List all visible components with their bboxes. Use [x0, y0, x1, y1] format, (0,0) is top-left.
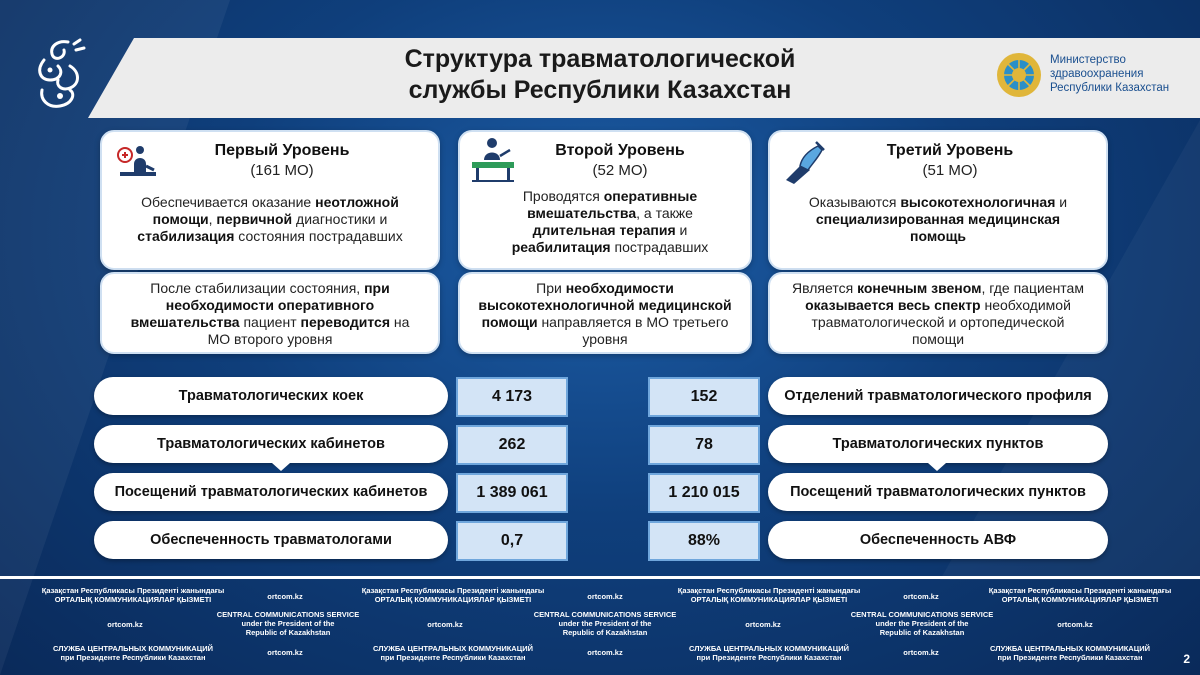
footer-site: ortcom.kz: [903, 648, 939, 657]
level-title: Второй Уровень: [555, 142, 685, 159]
emphasis-text: неотложной помощи: [152, 194, 399, 227]
emphasis-text: оперативные вмешательства: [527, 188, 698, 221]
footer-kz: Қазақстан Республикасы Президенті жанындағы ОРТАЛЫҚ КОММУНИКАЦИЯЛАР ҚЫЗМЕТІ: [361, 586, 545, 604]
stat-value: 152: [648, 377, 760, 417]
stat-value: 262: [456, 425, 568, 465]
footer-site: ortcom.kz: [267, 592, 303, 601]
body-text: После стабилизации состояния,: [150, 280, 365, 296]
body-text: Оказываются: [808, 194, 901, 210]
body-text: на МО второго уровня: [207, 314, 410, 347]
footer-site: ortcom.kz: [267, 648, 303, 657]
stat-label: Посещений травматологических пунктов: [768, 473, 1108, 511]
stat-value: 78: [648, 425, 760, 465]
stat-label: Травматологических кабинетов: [94, 425, 448, 463]
body-text: Является: [792, 280, 858, 296]
body-text: и: [1055, 194, 1068, 210]
footer-site: ortcom.kz: [427, 620, 463, 629]
emphasis-text: стабилизация: [137, 228, 235, 244]
body-text: состояния пострадавших: [234, 228, 403, 244]
level-description: [112, 194, 428, 245]
emphasis-text: необходимости высокотехнологичной медицинской помощи: [478, 280, 732, 330]
level-title: Третий Уровень: [886, 142, 1014, 159]
stat-label: Отделений травматологического профиля: [768, 377, 1108, 415]
emphasis-text: при необходимости оперативного вмешательства: [130, 280, 390, 330]
body-text: необходимой травматологической и ортопедической помощи: [811, 297, 1071, 347]
footer-divider: [0, 576, 1200, 579]
footer-site: ortcom.kz: [1057, 620, 1093, 629]
page-number: 2: [1183, 652, 1190, 666]
ministry-name: Министерство здравоохранения Республики Казахстан: [1050, 54, 1170, 94]
footer-kz: Қазақстан Республикасы Президенті жанындағы ОРТАЛЫҚ КОММУНИКАЦИЯЛАР ҚЫЗМЕТІ: [41, 586, 225, 604]
body-text: диагностики и: [292, 211, 388, 227]
emphasis-text: оказывается весь спектр: [805, 297, 981, 313]
footer-en: CENTRAL COMMUNICATIONS SERVICE under the President of the Republic of Kazakhstan: [850, 610, 994, 637]
stat-value: 4 173: [456, 377, 568, 417]
doctor-patient-icon: [116, 142, 158, 182]
level-count: (51 МО): [922, 162, 978, 179]
stat-label: Обеспеченность травматологами: [94, 521, 448, 559]
footer-site: ortcom.kz: [587, 648, 623, 657]
footer-site: ortcom.kz: [903, 592, 939, 601]
level-3-note-card: [768, 272, 1108, 354]
body-text: пациент: [239, 314, 301, 330]
body-text: При: [536, 280, 566, 296]
emphasis-text: конечным звеном: [857, 280, 982, 296]
footer-kz: Қазақстан Республикасы Президенті жанындағы ОРТАЛЫҚ КОММУНИКАЦИЯЛАР ҚЫЗМЕТІ: [677, 586, 861, 604]
body-text: Проводятся: [522, 188, 604, 204]
level-title: Первый Уровень: [214, 142, 350, 159]
stat-value: 0,7: [456, 521, 568, 561]
kazakhstan-emblem-icon: [996, 52, 1042, 98]
level-description: [790, 194, 1086, 245]
level-note: [122, 280, 418, 348]
stat-label: Посещений травматологических кабинетов: [94, 473, 448, 511]
footer-en: CENTRAL COMMUNICATIONS SERVICE under the President of the Republic of Kazakhstan: [216, 610, 360, 637]
body-text: , где пациентам: [981, 280, 1084, 296]
body-text: пострадавших: [610, 239, 709, 255]
level-description: [490, 188, 730, 256]
stat-label: Травматологических пунктов: [768, 425, 1108, 463]
footer-en: CENTRAL COMMUNICATIONS SERVICE under the President of the Republic of Kazakhstan: [533, 610, 677, 637]
body-text: и: [675, 222, 688, 238]
emphasis-text: высокотехнологичная: [900, 194, 1056, 210]
level-3-card: [768, 130, 1108, 270]
body-text: , а также: [636, 205, 693, 221]
emphasis-text: длительная терапия: [532, 222, 676, 238]
stat-label: Обеспеченность АВФ: [768, 521, 1108, 559]
level-2-note-card: [458, 272, 752, 354]
scalpel-glove-icon: [780, 140, 826, 184]
stat-label: Травматологических коек: [94, 377, 448, 415]
footer-ru: СЛУЖБА ЦЕНТРАЛЬНЫХ КОММУНИКАЦИЙ при Президенте Республики Казахстан: [52, 644, 213, 662]
stat-value: 88%: [648, 521, 760, 561]
body-text: Обеспечивается оказание: [141, 194, 316, 210]
level-count: (52 МО): [592, 162, 648, 179]
emphasis-text: специализированная медицинская помощь: [815, 211, 1061, 244]
emphasis-text: переводится: [300, 314, 390, 330]
connector-notch: [272, 463, 290, 471]
emphasis-text: реабилитация: [511, 239, 611, 255]
snow-leopard-logo-icon: [30, 36, 90, 116]
footer-site: ortcom.kz: [587, 592, 623, 601]
level-count: (161 МО): [250, 162, 314, 179]
footer-site: ortcom.kz: [745, 620, 781, 629]
level-1-note-card: [100, 272, 440, 354]
level-2-card: [458, 130, 752, 270]
emphasis-text: первичной: [216, 211, 293, 227]
connector-notch: [928, 463, 946, 471]
footer: [0, 580, 1200, 675]
footer-ru: СЛУЖБА ЦЕНТРАЛЬНЫХ КОММУНИКАЦИЙ при Президенте Республики Казахстан: [372, 644, 533, 662]
stat-value: 1 210 015: [648, 473, 760, 513]
footer-site: ortcom.kz: [107, 620, 143, 629]
level-note: [470, 280, 740, 348]
slide-title: Структура травматологической службы Республики Казахстан: [404, 45, 796, 104]
body-text: направляется в МО третьего уровня: [537, 314, 729, 347]
level-note: [788, 280, 1088, 348]
footer-ru: СЛУЖБА ЦЕНТРАЛЬНЫХ КОММУНИКАЦИЙ при Президенте Республики Казахстан: [989, 644, 1150, 662]
stat-value: 1 389 061: [456, 473, 568, 513]
level-1-card: [100, 130, 440, 270]
footer-kz: Қазақстан Республикасы Президенті жанындағы ОРТАЛЫҚ КОММУНИКАЦИЯЛАР ҚЫЗМЕТІ: [988, 586, 1172, 604]
footer-ru: СЛУЖБА ЦЕНТРАЛЬНЫХ КОММУНИКАЦИЙ при Президенте Республики Казахстан: [688, 644, 849, 662]
body-text: ,: [208, 211, 217, 227]
